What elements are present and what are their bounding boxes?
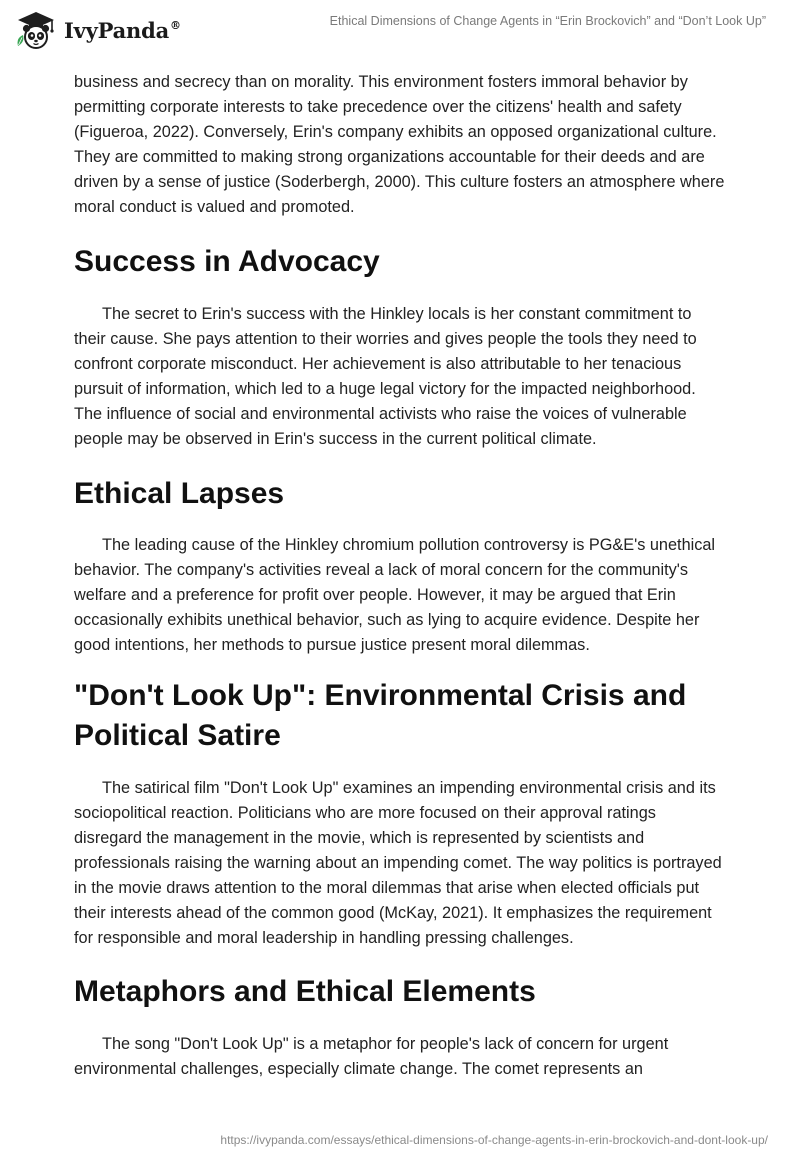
source-url-link[interactable]: https://ivypanda.com/essays/ethical-dimensions-of-change-agents-in-erin-brockovich-and-dont-look-up/	[220, 1133, 768, 1147]
panda-graduation-cap-icon	[14, 8, 58, 52]
page-header	[0, 0, 800, 64]
section-heading-success-in-advocacy: Success in Advocacy	[74, 245, 380, 278]
essay-body	[74, 70, 726, 1082]
document-title: Ethical Dimensions of Change Agents in “Erin Brockovich” and “Don’t Look Up”	[329, 14, 766, 28]
intro-paragraph: business and secrecy than on morality. This environment fosters immoral behavior by permitting corporate interests to take precedence over the citizens' health and safety (Figueroa, 2022). Conversely, Erin's company exhibits an opposed organizational culture. They are committed to making strong organizations accountable for their deeds and are driven by a sense of justice (Soderbergh, 2000). This culture fosters an atmosphere where moral conduct is valued and promoted.	[74, 73, 725, 216]
section-paragraph-success-in-advocacy: The secret to Erin's success with the Hinkley locals is her constant commitment to their cause. She pays attention to their worries and gives people the tools they need to confront corporate misconduct. Her achievement is also attributable to her tenacious pursuit of information, which led to a huge legal victory for the impacted neighborhood. The influence of social and environmental activists who raise the voices of vulnerable people may be observed in Erin's success in the current political climate.	[74, 305, 697, 448]
section-heading-ethical-lapses: Ethical Lapses	[74, 477, 285, 510]
section-paragraph-metaphors: The song "Don't Look Up" is a metaphor for people's lack of concern for urgent environmental challenges, especially climate change. The comet represents an	[74, 1035, 669, 1078]
ivypanda-logo[interactable]	[14, 8, 181, 52]
section-paragraph-dont-look-up: The satirical film "Don't Look Up" examines an impending environmental crisis and its sociopolitical reaction. Politicians who are more focused on their approval ratings disregard the management in the movie, which is represented by scientists and professionals raising the warning about an impending comet. The way politics is portrayed in the movie draws attention to the moral dilemmas that arise when elected officials put their interests ahead of the common good (McKay, 2021). It emphasizes the requirement for responsible and moral leadership in handling pressing challenges.	[74, 779, 722, 947]
section-heading-metaphors: Metaphors and Ethical Elements	[74, 975, 536, 1008]
section-paragraph-ethical-lapses: The leading cause of the Hinkley chromium pollution controversy is PG&E's unethical behavior. The company's activities reveal a lack of moral concern for the community's welfare and a preference for profit over people. However, it may be argued that Erin occasionally exhibits unethical behavior, such as lying to acquire evidence. Despite her good intentions, her methods to pursue justice present moral dilemmas.	[74, 536, 716, 654]
section-heading-dont-look-up: "Don't Look Up": Environmental Crisis and Political Satire	[74, 679, 687, 752]
logo-wordmark: IvyPanda®	[64, 17, 181, 43]
